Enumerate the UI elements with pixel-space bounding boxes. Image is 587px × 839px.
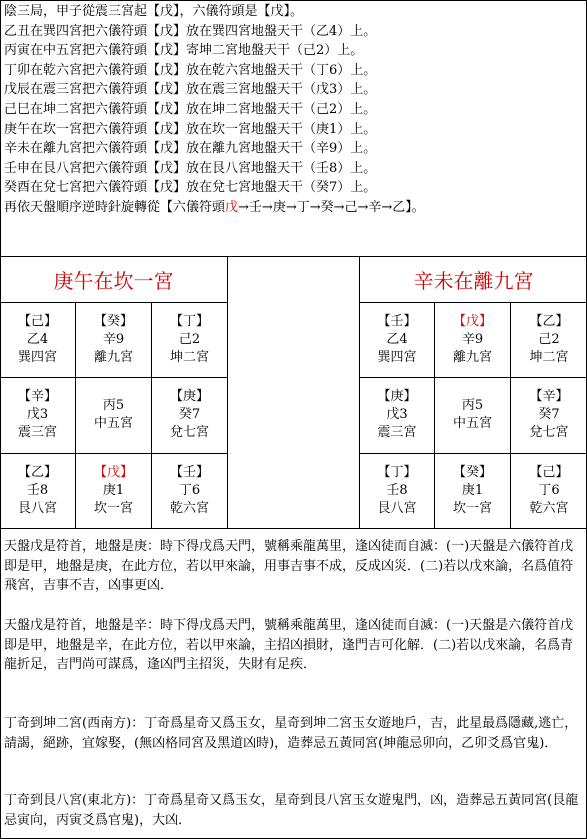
palace-cell bbox=[76, 378, 152, 453]
palace-name: 坎一宮 bbox=[93, 500, 133, 516]
paragraph-gen: 丁奇到艮八宮(東北方)：丁奇爲星奇又爲玉女，星奇到艮八宮玉女遊鬼門，凶，造葬忌五黃同宮(艮龍忌寅向，丙寅爻爲官鬼)，大凶． bbox=[4, 793, 579, 828]
heaven-stem: 【庚】 bbox=[377, 389, 417, 405]
earth-stem: 丙5 bbox=[102, 398, 125, 414]
right-palace-grid bbox=[359, 302, 587, 529]
palace-name: 離九宮 bbox=[93, 350, 133, 366]
heaven-stem: 【丁】 bbox=[169, 314, 209, 330]
earth-stem: 乙4 bbox=[26, 332, 49, 348]
earth-stem: 壬8 bbox=[26, 482, 49, 498]
paragraph-geng: 天盤戊是符首，地盤是庚：時下得戊爲天門，號稱乘龍萬里，逢凶徒而自滅：(一)天盤是六儀符首戊即是甲，地盤是庚，在此方位，若以甲來論，用事吉事不成，反成凶災．(二)若以戊來論，名爲值符飛宮，吉事不吉，凶事更凶． bbox=[4, 539, 574, 593]
earth-stem: 辛9 bbox=[461, 332, 484, 348]
heaven-stem: 【丁】 bbox=[377, 464, 417, 480]
rotation-rest: →壬→庚→丁→癸→己→辛→乙】。 bbox=[238, 199, 425, 215]
earth-stem: 庚1 bbox=[461, 482, 484, 498]
earth-stem: 己2 bbox=[538, 332, 560, 348]
intro-line: 庚午在坎一宮把六儀符頭【戊】放在坎一宮地盤天干（庚1）上。 bbox=[4, 121, 377, 137]
earth-stem: 辛9 bbox=[102, 332, 125, 348]
palace-cell bbox=[435, 303, 511, 378]
heaven-stem: 【壬】 bbox=[169, 464, 209, 480]
palace-name: 乾六宮 bbox=[169, 500, 209, 516]
palace-name: 中五宮 bbox=[93, 416, 133, 432]
earth-stem: 戊3 bbox=[386, 407, 408, 423]
palace-cell bbox=[359, 378, 435, 453]
palace-cell bbox=[0, 454, 76, 529]
intro-block bbox=[4, 2, 582, 218]
earth-stem: 戊3 bbox=[26, 407, 49, 423]
intro-line: 壬申在艮八宮把六儀符頭【戊】放在艮八宮地盤天干（壬8）上。 bbox=[4, 160, 377, 176]
palace-cell bbox=[152, 303, 228, 378]
palace-cell bbox=[0, 303, 76, 378]
left-palace-grid bbox=[0, 302, 228, 529]
palace-name: 坎一宮 bbox=[452, 500, 492, 516]
intro-line: 乙丑在巽四宮把六儀符頭【戊】放在巽四宮地盤天干（乙4）上。 bbox=[4, 23, 377, 39]
palace-name: 乾六宮 bbox=[529, 500, 569, 516]
palace-name: 兌七宮 bbox=[169, 425, 209, 441]
palace-cell bbox=[511, 454, 587, 529]
palace-cell bbox=[0, 378, 76, 453]
heaven-stem: 【戊】 bbox=[93, 464, 133, 480]
heaven-stem: 【癸】 bbox=[93, 314, 133, 330]
palace-cell bbox=[359, 303, 435, 378]
palace-name: 坤二宮 bbox=[529, 350, 569, 366]
palace-cell bbox=[76, 454, 152, 529]
palace-cell bbox=[152, 454, 228, 529]
palace-name: 離九宮 bbox=[452, 350, 492, 366]
right-panel-title: 辛未在離九宮 bbox=[413, 269, 534, 293]
intro-line: 戊辰在震三宮把六儀符頭【戊】放在震三宮地盤天干（戊3）上。 bbox=[4, 82, 377, 98]
heaven-stem: 【癸】 bbox=[452, 464, 492, 480]
palace-name: 兌七宮 bbox=[529, 425, 569, 441]
palace-name: 震三宮 bbox=[17, 425, 57, 441]
palace-cell bbox=[152, 378, 228, 453]
palace-name: 坤二宮 bbox=[169, 350, 209, 366]
palace-cell bbox=[359, 454, 435, 529]
heaven-stem: 【壬】 bbox=[377, 314, 417, 330]
rotation-prefix: 再依天盤順序逆時針旋轉從【六儀符頭 bbox=[4, 199, 226, 215]
heaven-stem: 【辛】 bbox=[17, 389, 57, 405]
intro-line: 己巳在坤二宮把六儀符頭【戊】放在坤二宮地盤天干（己2）上。 bbox=[4, 101, 377, 117]
heaven-stem: 【己】 bbox=[17, 314, 57, 330]
palace-cell bbox=[511, 303, 587, 378]
palace-cell bbox=[76, 303, 152, 378]
earth-stem: 乙4 bbox=[386, 332, 408, 348]
rotation-start-stem: 戊 bbox=[225, 199, 239, 215]
intro-line: 丁卯在乾六宮把六儀符頭【戊】放在乾六宮地盤天干（丁6）上。 bbox=[4, 62, 377, 78]
rotation-line bbox=[4, 198, 582, 218]
palace-name: 中五宮 bbox=[452, 416, 492, 432]
earth-stem: 庚1 bbox=[102, 482, 125, 498]
palace-name: 巽四宮 bbox=[17, 350, 57, 366]
earth-stem: 癸7 bbox=[178, 407, 201, 423]
heaven-stem: 【乙】 bbox=[17, 464, 57, 480]
heaven-stem: 【己】 bbox=[529, 464, 569, 480]
intro-line: 陰三局，甲子從震三宮起【戊】，六儀符頭是【戊】。 bbox=[4, 4, 304, 19]
heaven-stem: 【乙】 bbox=[529, 314, 569, 330]
earth-stem: 己2 bbox=[178, 332, 201, 348]
heaven-stem: 【戊】 bbox=[452, 314, 492, 330]
left-panel-title: 庚午在坎一宮 bbox=[53, 269, 174, 293]
paragraph-xin: 天盤戊是符首，地盤是辛：時下得戊爲天門，號稱乘龍萬里，逢凶徒而自滅：(一)天盤是六儀符首戊即是甲，地盤是辛，在此方位，若以甲來論，主招凶損財，逢門吉可化解．(二)若以戊來論，名爲青龍折足，吉門尚可謀爲，逢凶門主招災，失財有足疾． bbox=[4, 618, 574, 672]
palace-name: 巽四宮 bbox=[377, 350, 417, 366]
earth-stem: 丁6 bbox=[178, 482, 201, 498]
heaven-stem: 【辛】 bbox=[529, 389, 569, 405]
palace-name: 艮八宮 bbox=[377, 500, 417, 516]
earth-stem: 丁6 bbox=[538, 482, 560, 498]
palace-cell bbox=[435, 454, 511, 529]
intro-line: 丙寅在中五宮把六儀符頭【戊】寄坤二宮地盤天干（己2）上。 bbox=[4, 43, 364, 59]
palace-cell bbox=[435, 378, 511, 453]
palace-cell bbox=[511, 378, 587, 453]
paragraph-kun: 丁奇到坤二宮(西南方)：丁奇爲星奇又爲玉女，星奇到坤二宮玉女遊地戶，吉，此星最爲隱藏,逃亡，請謁，絕跡，宜嫁娶，(無凶格同宮及黑道凶時)，造葬忌五黃同宮(坤龍忌卯向，乙卯爻爲官鬼)． bbox=[4, 716, 578, 751]
earth-stem: 壬8 bbox=[386, 482, 408, 498]
intro-line: 辛未在離九宮把六儀符頭【戊】放在離九宮地盤天干（辛9）上。 bbox=[4, 141, 377, 157]
palace-name: 艮八宮 bbox=[17, 500, 57, 516]
palace-name: 震三宮 bbox=[377, 425, 417, 441]
heaven-stem: 【庚】 bbox=[169, 389, 209, 405]
intro-line: 癸酉在兌七宮把六儀符頭【戊】放在兌七宮地盤天干（癸7）上。 bbox=[4, 180, 377, 196]
earth-stem: 癸7 bbox=[538, 407, 560, 423]
earth-stem: 丙5 bbox=[461, 398, 484, 414]
